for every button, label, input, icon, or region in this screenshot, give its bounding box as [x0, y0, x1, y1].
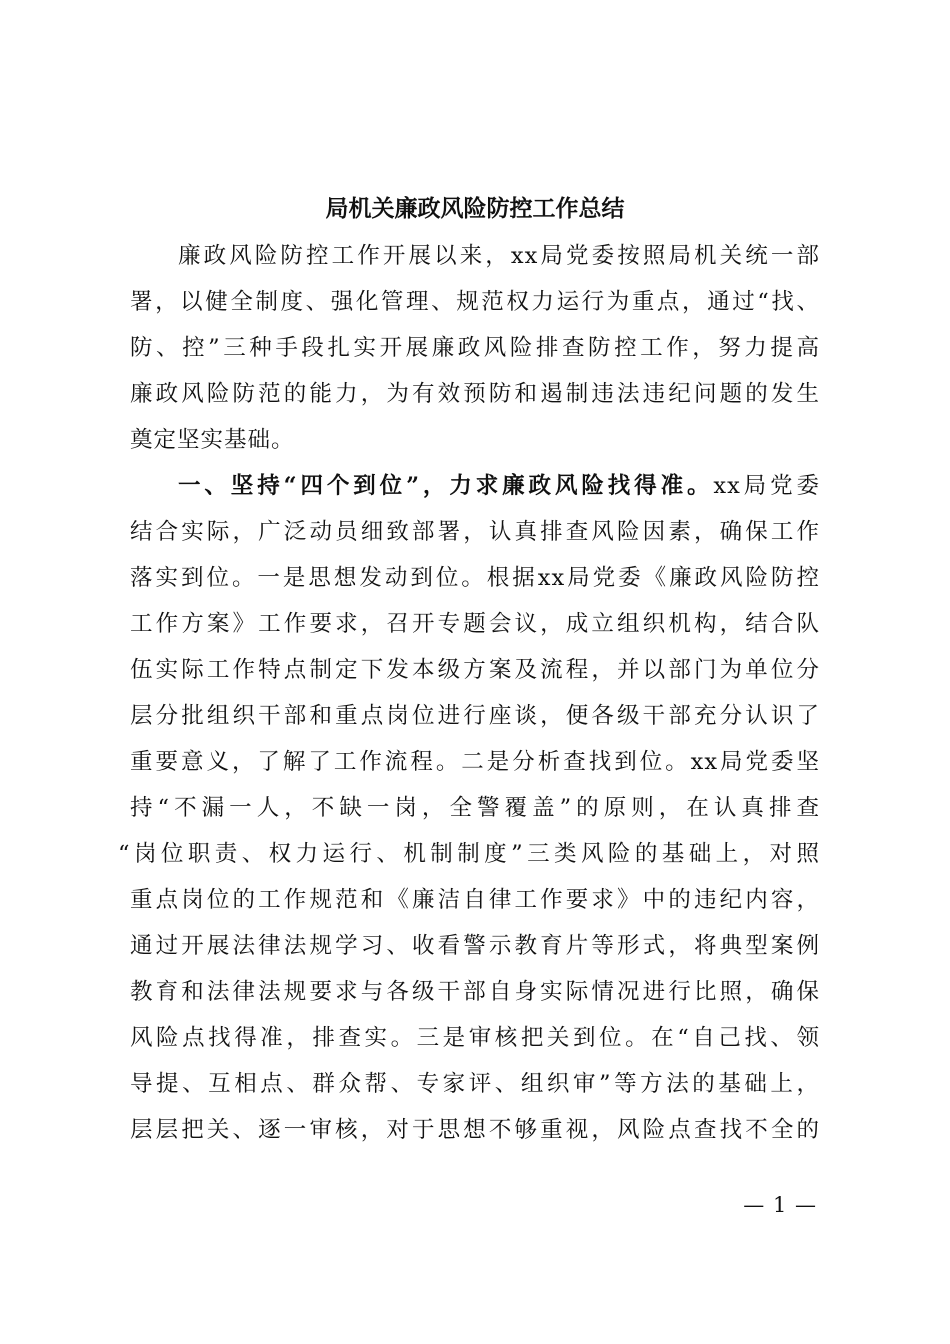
paragraph-2-line: 教育和法律法规要求与各级干部自身实际情况进行比照，确保: [130, 979, 820, 1005]
paragraph-1-line: 署，以健全制度、强化管理、规范权力运行为重点，通过“找、: [130, 289, 820, 315]
paragraph-2-line: 伍实际工作特点制定下发本级方案及流程，并以部门为单位分: [130, 657, 820, 683]
paragraph-2-line: 重点岗位的工作规范和《廉洁自律工作要求》中的违纪内容，: [130, 887, 820, 913]
paragraph-2-line-rest: xx局党委: [713, 473, 820, 499]
paragraph-1-line: 防、控”三种手段扎实开展廉政风险排查防控工作，努力提高: [130, 335, 820, 361]
paragraph-2-line: 持“不漏一人，不缺一岗，全警覆盖”的原则，在认真排查: [130, 795, 820, 821]
paragraph-2-line: 结合实际，广泛动员细致部署，认真排查风险因素，确保工作: [130, 519, 820, 545]
paragraph-2-line: 通过开展法律法规学习、收看警示教育片等形式，将典型案例: [130, 933, 820, 959]
section-heading: 一、坚持“四个到位”，力求廉政风险找得准。: [178, 473, 714, 499]
paragraph-2-line: “岗位职责、权力运行、机制制度”三类风险的基础上，对照: [118, 841, 820, 867]
paragraph-2-line: 工作方案》工作要求，召开专题会议，成立组织机构，结合队: [130, 611, 820, 637]
paragraph-2-line: 层层把关、逐一审核，对于思想不够重视，风险点查找不全的: [130, 1117, 820, 1143]
paragraph-2-line: 风险点找得准，排查实。三是审核把关到位。在“自己找、领: [130, 1025, 820, 1051]
paragraph-2-first-line: [130, 463, 820, 509]
document-title: 局机关廉政风险防控工作总结: [325, 195, 625, 222]
paragraph-1-line: 奠定坚实基础。: [130, 427, 295, 453]
paragraph-1-line: 廉政风险防控工作开展以来，xx局党委按照局机关统一部: [178, 243, 820, 269]
paragraph-2-line: 重要意义，了解了工作流程。二是分析查找到位。xx局党委坚: [130, 749, 820, 775]
paragraph-2-line: 层分批组织干部和重点岗位进行座谈，便各级干部充分认识了: [130, 703, 820, 729]
document-body: [118, 233, 820, 1153]
page-number: — 1 —: [743, 1193, 817, 1217]
paragraph-1-line: 廉政风险防范的能力，为有效预防和遏制违法违纪问题的发生: [130, 381, 820, 407]
paragraph-2-line: 落实到位。一是思想发动到位。根据xx局党委《廉政风险防控: [130, 565, 820, 591]
paragraph-2-line: 导提、互相点、群众帮、专家评、组织审”等方法的基础上，: [130, 1071, 820, 1097]
